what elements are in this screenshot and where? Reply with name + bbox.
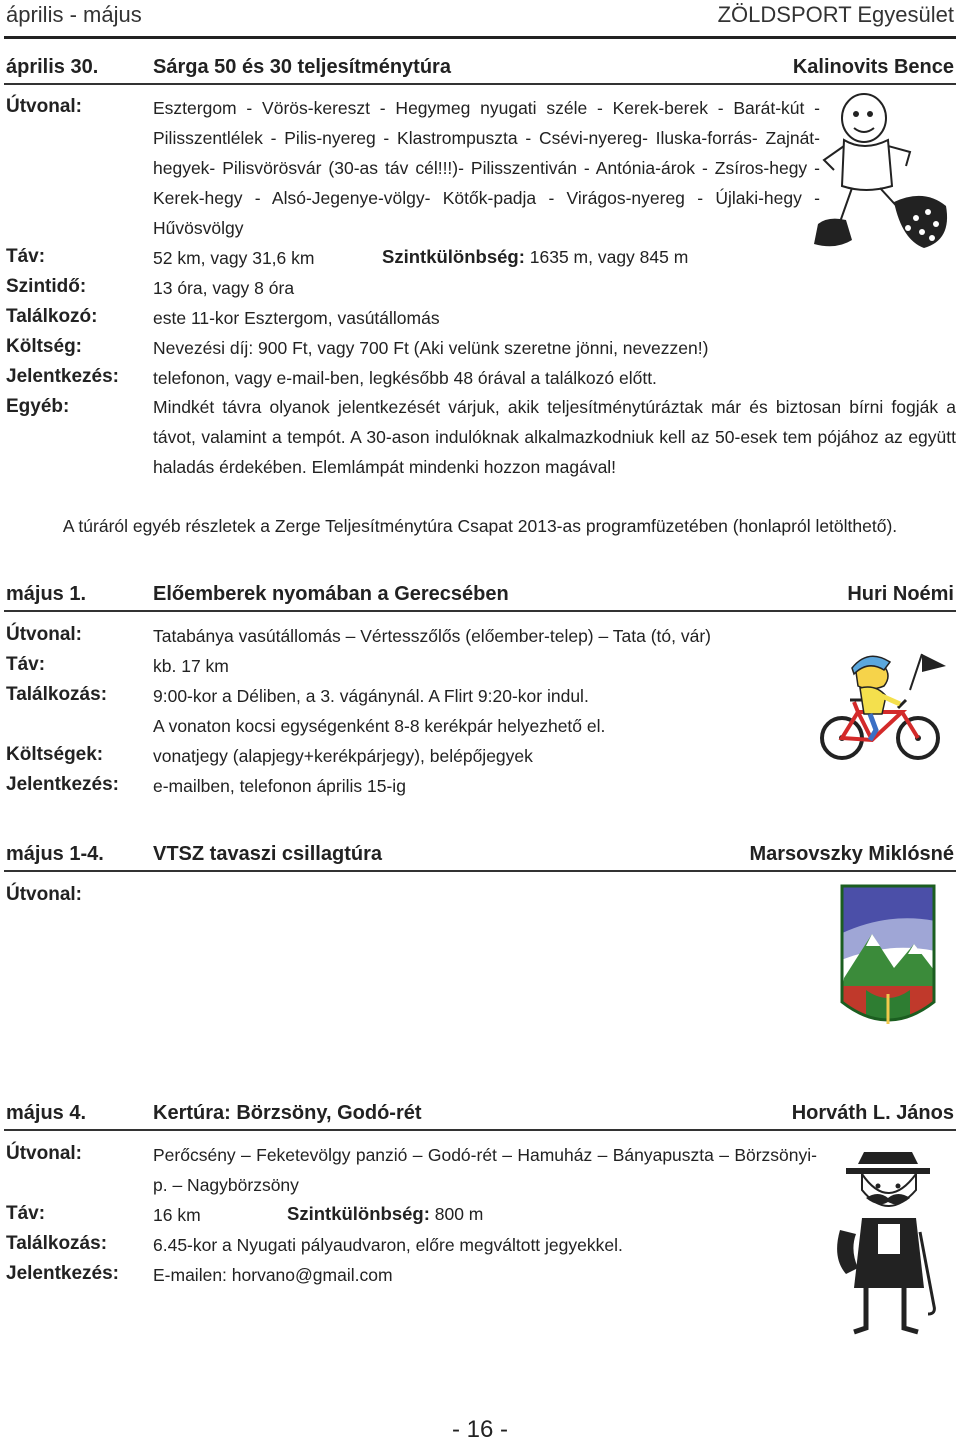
event1-registration: telefonon, vagy e-mail-ben, legkésőbb 48 órával a találkozó előtt.	[153, 368, 657, 388]
event2-divider	[4, 610, 956, 612]
event1-route-label: Útvonal:	[6, 96, 82, 117]
event2-leader: Huri Noémi	[847, 583, 954, 605]
event1-meeting-label: Találkozó:	[6, 306, 98, 327]
event4-elevation: 800 m	[434, 1204, 484, 1224]
event2-registration-label: Jelentkezés:	[6, 774, 120, 795]
event2-title: Előemberek nyomában a Gerecsében	[153, 583, 509, 605]
event4-meeting-label: Találkozás:	[6, 1233, 108, 1254]
event3-date: május 1-4.	[6, 843, 104, 865]
event1-distance-label: Táv:	[6, 246, 46, 267]
event4-distance-label: Táv:	[6, 1203, 46, 1224]
event4-registration: E-mailen: horvano@gmail.com	[153, 1265, 393, 1285]
event1-elevation-label: Szintkülönbség:	[382, 246, 525, 267]
event3-title: VTSZ tavaszi csillagtúra	[153, 843, 382, 865]
event4-route: Perőcsény – Feketevölgy panzió – Godó-rét – Hamuház – Bányapuszta – Börzsönyi-p. – Nagybörzsöny	[153, 1145, 817, 1195]
vtsz-emblem	[836, 882, 940, 1034]
header-months: április - május	[6, 2, 142, 27]
event1-leader: Kalinovits Bence	[792, 56, 954, 78]
event1-date: április 30.	[6, 56, 99, 78]
event2-meeting-label: Találkozás:	[6, 684, 108, 705]
event4-title: Kertúra: Börzsöny, Godó-rét	[153, 1102, 422, 1124]
event4-meeting: 6.45-kor a Nyugati pályaudvaron, előre megváltott jegyekkel.	[153, 1235, 623, 1255]
event3-divider	[4, 870, 956, 872]
event1-title: Sárga 50 és 30 teljesítménytúra	[153, 56, 451, 78]
event2-route-label: Útvonal:	[6, 624, 82, 645]
event2-meeting-note: A vonaton kocsi egységenként 8-8 kerékpár helyezhető el.	[153, 716, 606, 736]
event3-route-label: Útvonal:	[6, 884, 82, 905]
event2-route: Tatabánya vasútállomás – Vértesszőlős (előember-telep) – Tata (tó, vár)	[153, 626, 712, 646]
details-note: A túráról egyéb részletek a Zerge Teljesítménytúra Csapat 2013-as programfüzetében (honlapról letölthető).	[62, 516, 898, 536]
event1-level-time-label: Szintidő:	[6, 276, 87, 297]
event1-cost-label: Költség:	[6, 336, 82, 357]
event4-elevation-group	[287, 1203, 483, 1225]
event1-registration-label: Jelentkezés:	[6, 366, 120, 387]
event2-distance: kb. 17 km	[153, 656, 229, 676]
event4-registration-label: Jelentkezés:	[6, 1263, 120, 1284]
event4-leader: Horváth L. János	[791, 1102, 954, 1124]
event1-other-label: Egyéb:	[6, 396, 70, 417]
page-number: - 16 -	[451, 1416, 508, 1443]
event4-elevation-label: Szintkülönbség:	[287, 1203, 430, 1224]
event2-meeting: 9:00-kor a Déliben, a 3. vágánynál. A Flirt 9:20-kor indul.	[153, 686, 589, 706]
event2-costs: vonatjegy (alapjegy+kerékpárjegy), belépőjegyek	[153, 746, 533, 766]
event1-divider	[4, 83, 956, 85]
event3-leader: Marsovszky Miklósné	[749, 843, 954, 865]
event4-route-label: Útvonal:	[6, 1143, 82, 1164]
old-hiker-illustration	[832, 1138, 944, 1338]
event2-distance-label: Táv:	[6, 654, 46, 675]
event1-other: Mindkét távra olyanok jelentkezését várjuk, akik teljesítménytúráztak már és biztosan bírni fogják a távot, valamint a tempót. A 30-ason indulóknak alkalmazkodniuk kell az 50-esek tem pójához az együtt haladás érdekében. Elemlámpát mindenki hozzon magával!	[153, 397, 956, 477]
cyclist-illustration	[814, 650, 954, 770]
hiker-illustration	[806, 90, 956, 260]
event4-date: május 4.	[6, 1102, 87, 1124]
event2-costs-label: Költségek:	[6, 744, 104, 765]
event1-elevation: 1635 m, vagy 845 m	[529, 247, 689, 267]
event1-cost: Nevezési díj: 900 Ft, vagy 700 Ft (Aki velünk szeretne jönni, nevezzen!)	[153, 338, 709, 358]
event4-distance: 16 km	[153, 1205, 201, 1225]
event1-distance: 52 km, vagy 31,6 km	[153, 248, 315, 268]
event1-route: Esztergom - Vörös-kereszt - Hegymeg nyugati széle - Kerek-berek - Barát-kút - Pilisszentlélek - Pilis-nyereg - Klastrompuszta - Csévi-nyereg- Iluska-forrás- Zajnát-hegyek- Pilisvörösvár (30-as táv cél!!!)- Pilisszentiván - Antónia-árok - Zsíros-hegy - Kerek-hegy - Alsó-Jegenye-völgy- Kötők-padja - Virágos-nyereg - Újlaki-hegy - Hűvösvölgy	[153, 98, 820, 238]
event1-elevation-group	[382, 246, 688, 268]
event1-meeting: este 11-kor Esztergom, vasútállomás	[153, 308, 440, 328]
header-divider	[4, 36, 956, 39]
event2-registration: e-mailben, telefonon április 15-ig	[153, 776, 406, 796]
event1-level-time: 13 óra, vagy 8 óra	[153, 278, 295, 298]
event4-divider	[4, 1129, 956, 1131]
header-organization: ZÖLDSPORT Egyesület	[717, 2, 954, 27]
event2-date: május 1.	[6, 583, 87, 605]
